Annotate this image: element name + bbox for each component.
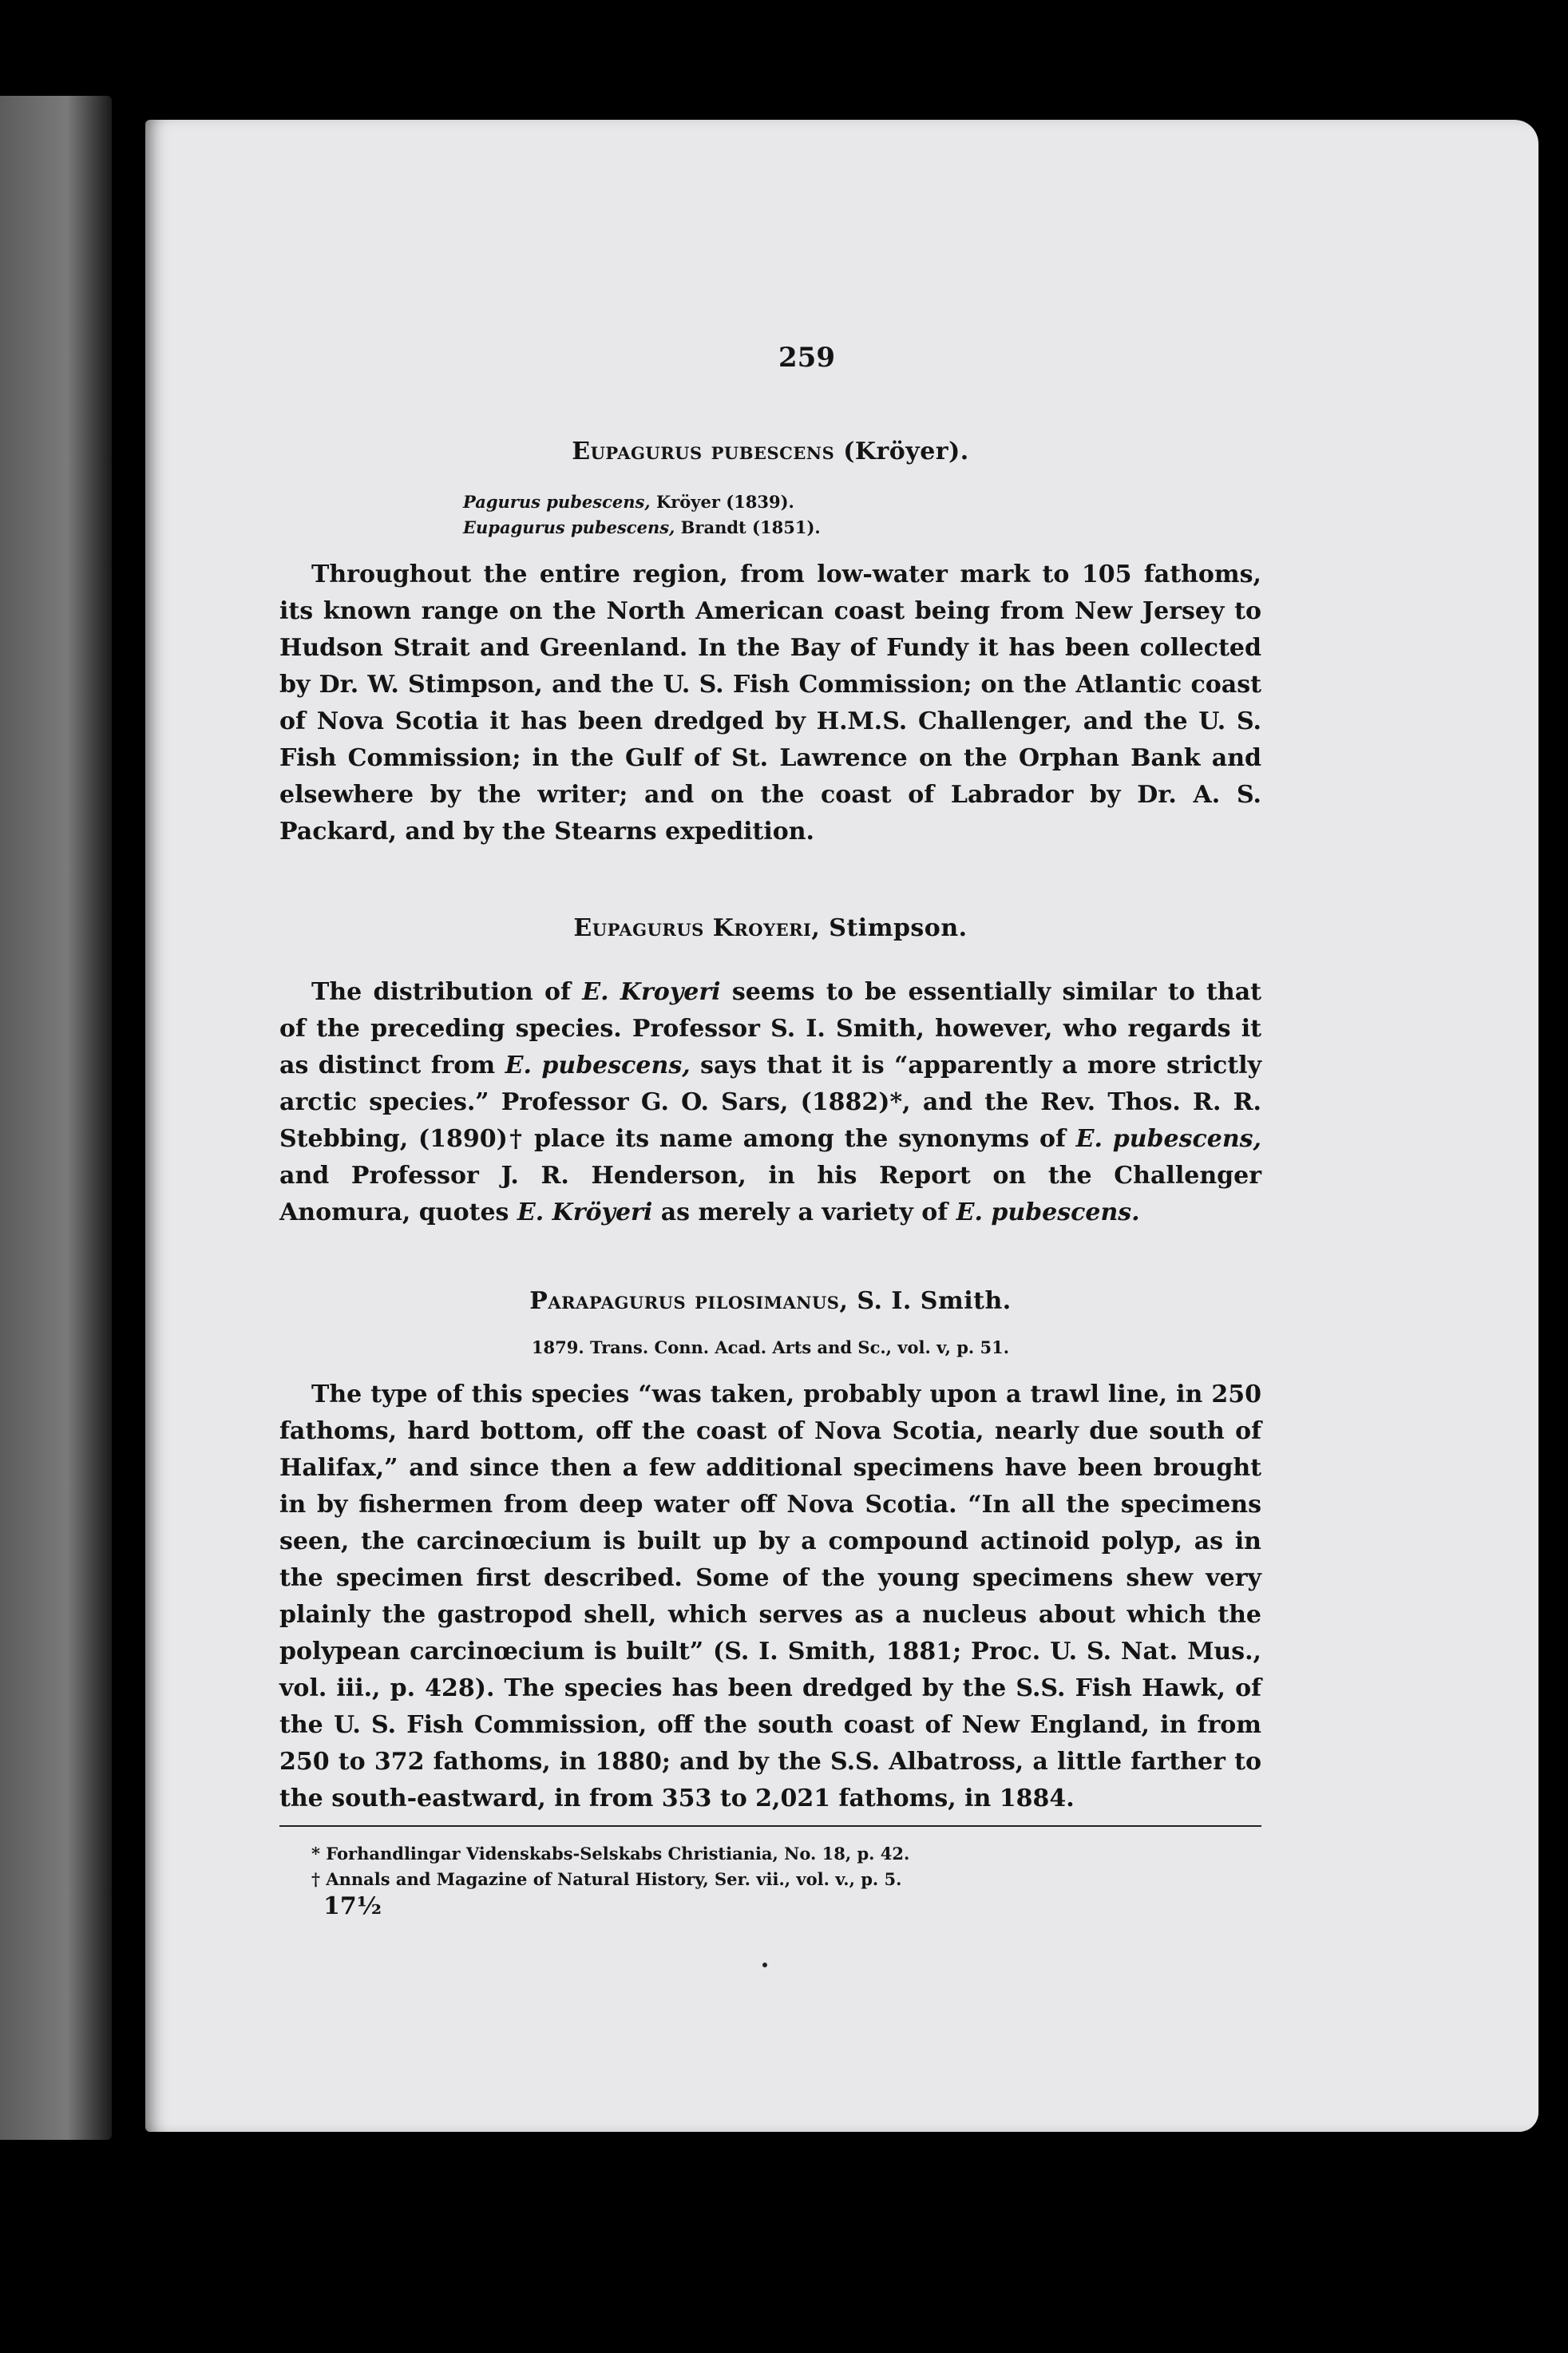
- synonym-name: Eupagurus pubescens,: [463, 517, 675, 537]
- section2-paragraph: [279, 974, 1261, 1231]
- page-content: [279, 335, 1261, 1921]
- section3-paragraph: The type of this species “was taken, probably upon a trawl line, in 250 fathoms, hard bottom, off the coast of Nova Scotia, nearly due south of Halifax,” and since then a few additional specimens have been brought in by fishermen from deep water off Nova Scotia. “In all the specimens seen, the carcinœcium is built up by a compound actinoid polyp, as in the specimen first described. Some of the young specimens shew very plainly the gastropod shell, which serves as a nucleus about which the polypean carcinœcium is built” (S. I. Smith, 1881; Proc. U. S. Nat. Mus., vol. iii., p. 428). The species has been dredged by the S.S. Fish Hawk, of the U. S. Fish Commission, off the south coast of New England, in from 250 to 372 fathoms, in 1880; and by the S.S. Albatross, a little farther to the south-eastward, in from 353 to 2,021 fathoms, in 1884.: [279, 1381, 1261, 1812]
- text-run: The distribution of: [311, 978, 583, 1006]
- heading-author: Stimpson.: [829, 914, 968, 942]
- synonym-name: Pagurus pubescens,: [463, 492, 651, 512]
- page-number: 259: [778, 342, 835, 374]
- heading-genus: Parapagurus: [529, 1287, 687, 1315]
- species-name: E. Kröyeri: [517, 1198, 653, 1226]
- species-name: E. pubescens,: [1075, 1125, 1261, 1153]
- synonym-line: [463, 515, 1261, 541]
- heading-author: S. I. Smith.: [857, 1287, 1012, 1315]
- facing-page-edge: [0, 96, 112, 2140]
- heading-species: pilosimanus,: [695, 1287, 849, 1315]
- heading-species: Kroyeri,: [712, 914, 821, 942]
- section-heading-parapagurus-pilosimanus: [279, 1287, 1261, 1315]
- signature-mark: 17½: [323, 1892, 382, 1920]
- heading-author: (Kröyer).: [843, 438, 969, 465]
- text-run: seems to be essentially similar to that of the preceding species. Professor S. I. Smith, however, who regards it as distinct from: [279, 978, 1261, 1079]
- species-name: E. Kroyeri: [582, 978, 721, 1006]
- citation-line: 1879. Trans. Conn. Acad. Arts and Sc., vol. v, p. 51.: [531, 1337, 1010, 1357]
- synonym-author: Brandt (1851).: [680, 517, 821, 537]
- section-heading-eupagurus-pubescens: [279, 438, 1261, 465]
- heading-species: pubescens: [711, 438, 835, 465]
- synonym-author: Kröyer (1839).: [655, 492, 794, 512]
- footnote: † Annals and Magazine of Natural History, Ser. vii., vol. v., p. 5.: [311, 1869, 902, 1889]
- species-name: E. pubescens.: [956, 1198, 1140, 1226]
- heading-genus: Eupagurus: [572, 438, 703, 465]
- species-name: E. pubescens,: [505, 1052, 691, 1079]
- footnote: * Forhandlingar Videnskabs-Selskabs Christiania, No. 18, p. 42.: [311, 1844, 910, 1864]
- synonym-line: [463, 489, 1261, 515]
- text-run: and Professor J. R. Henderson, in his Report on the Challenger Anomura, quotes: [279, 1162, 1261, 1226]
- ink-speck: [762, 1963, 767, 1967]
- section-heading-eupagurus-kroyeri: [279, 914, 1261, 942]
- footnote-divider: [279, 1825, 1261, 1827]
- text-run: as merely a variety of: [652, 1198, 956, 1226]
- heading-genus: Eupagurus: [573, 914, 704, 942]
- text-run: says that it is “apparently a more strictly arctic species.” Professor G. O. Sars, (1882)*, and the Rev. Thos. R. R. Stebbing, (1890)† place its name among the synonyms of: [279, 1052, 1262, 1153]
- section1-paragraph: Throughout the entire region, from low-water mark to 105 fathoms, its known range on the North American coast being from New Jersey to Hudson Strait and Greenland. In the Bay of Fundy it has been collected by Dr. W. Stimpson, and the U. S. Fish Commission; on the Atlantic coast of Nova Scotia it has been dredged by H.M.S. Challenger, and the U. S. Fish Commission; in the Gulf of St. Lawrence on the Orphan Bank and elsewhere by the writer; and on the coast of Labrador by Dr. A. S. Packard, and by the Stearns expedition.: [279, 561, 1261, 846]
